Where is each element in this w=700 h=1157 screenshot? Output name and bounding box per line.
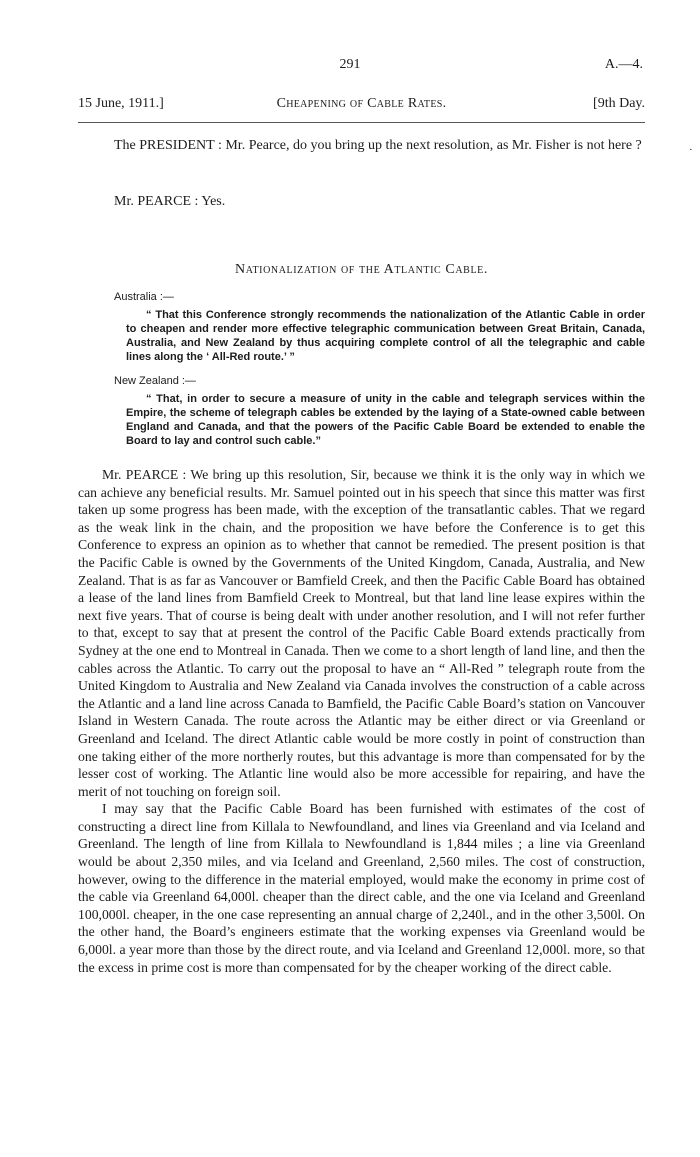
resolution-text: “ That, in order to secure a measure of unity in the cable and telegraph services within the Empire, the scheme of telegraph cables be extended by the laying of a State-owned cable between England and Canada, and that the powers of the Pacific Cable Board be extended to enable the Board to lay and control such cable.” [126, 393, 645, 447]
president-question: The PRESIDENT : Mr. Pearce, do you bring up the next resolution, as Mr. Fisher is not here ? [114, 138, 642, 153]
pearce-reply [78, 193, 645, 211]
speech-paragraph: Mr. PEARCE : We bring up this resolution, Sir, because we think it is the only way in which we can achieve any beneficial results. Mr. Samuel pointed out in his speech that since this matter was first taken up some progress has been made, with the exception of the transatlantic cables. That we regard as the weak link in the chain, and the proposition we have before the Conference is to get this Conference to express an opinion as to whether that cannot be remedied. The present position is that the Pacific Cable is owned by the Governments of the United Kingdom, Canada, Australia, and New Zealand. That is as far as Vancouver or Bamfield Creek, and then the Pacific Cable Board has obtained a lease of the land lines from Bamfield Creek to Montreal, but that land line lease expires within the next five years. That of course is being dealt with under another resolution, and I will not refer further to that, except to say that at present the control of the Pacific Cable Board extends practically from Sydney at the one end to Montreal in Canada. Then we come to a short length of land line, and then the cables across the Atlantic. To carry out the proposal to have an “ All-Red ” telegraph route from the United Kingdom to Australia and New Zealand via Canada involves the construction of a cable across the Atlantic and a land line across Canada to Bamfield, the Pacific Cable Board’s station on Vancouver Island in Western Canada. The route across the Atlantic may be either direct or via Greenland or Greenland and Iceland. The direct Atlantic cable would be more costly in point of construction than one taking either of the more northerly routes, but this advantage is more than compensated for by the lesser cost of working. The Atlantic line would also be more accessible for repairing, and have the merit of not touching on foreign soil. [78, 467, 645, 799]
main-speech [78, 466, 645, 976]
resolution-text: “ That this Conference strongly recommends the nationalization of the Atlantic Cable in order to cheapen and render more effective telegraphic communication between Great Britain, Canada, Australia, and New Zealand by thus acquiring complete control of all the telegraphic and cable lines along the ‘ All-Red route.’ ” [126, 309, 645, 363]
running-header [78, 96, 645, 118]
header-day: [9th Day. [593, 96, 645, 111]
speech-paragraph: I may say that the Pacific Cable Board has been furnished with estimates of the cost of constructing a direct line from Killala to Newfoundland, and lines via Greenland and via Iceland and Greenland. The length of line from Killala to Newfoundland is 1,844 miles ; a line via Greenland would be about 2,350 miles, and via Iceland and Greenland, 2,560 miles. The cost of construction, however, owing to the difference in the material employed, would make the economy in prime cost of the cable via Greenland 64,000l. cheaper than the direct cable, and the one via Iceland and Greenland 100,000l. cheaper, in the one case representing an annual charge of 2,240l., and in the other 3,500l. On the other hand, the Board’s engineers estimate that the working expenses via Greenland would be 6,000l. a year more than those by the direct route, and via Iceland and Greenland 12,000l. more, so that the excess in prime cost is more than compensated for by the cheaper working of the direct cable. [78, 801, 645, 975]
document-reference: A.—4. [604, 57, 643, 72]
header-title: Cheapening of Cable Rates. [276, 96, 447, 111]
margin-mark: · [689, 144, 693, 156]
president-speech [78, 137, 645, 155]
header-rule [78, 122, 645, 123]
resolution-label: Australia :— [114, 291, 174, 303]
header-date: 15 June, 1911.] [78, 96, 164, 111]
page-number: 291 [339, 57, 361, 72]
section-heading: Nationalization of the Atlantic Cable. [235, 262, 488, 277]
pearce-yes: Mr. PEARCE : Yes. [114, 194, 226, 209]
resolution-label: New Zealand :— [114, 375, 196, 387]
